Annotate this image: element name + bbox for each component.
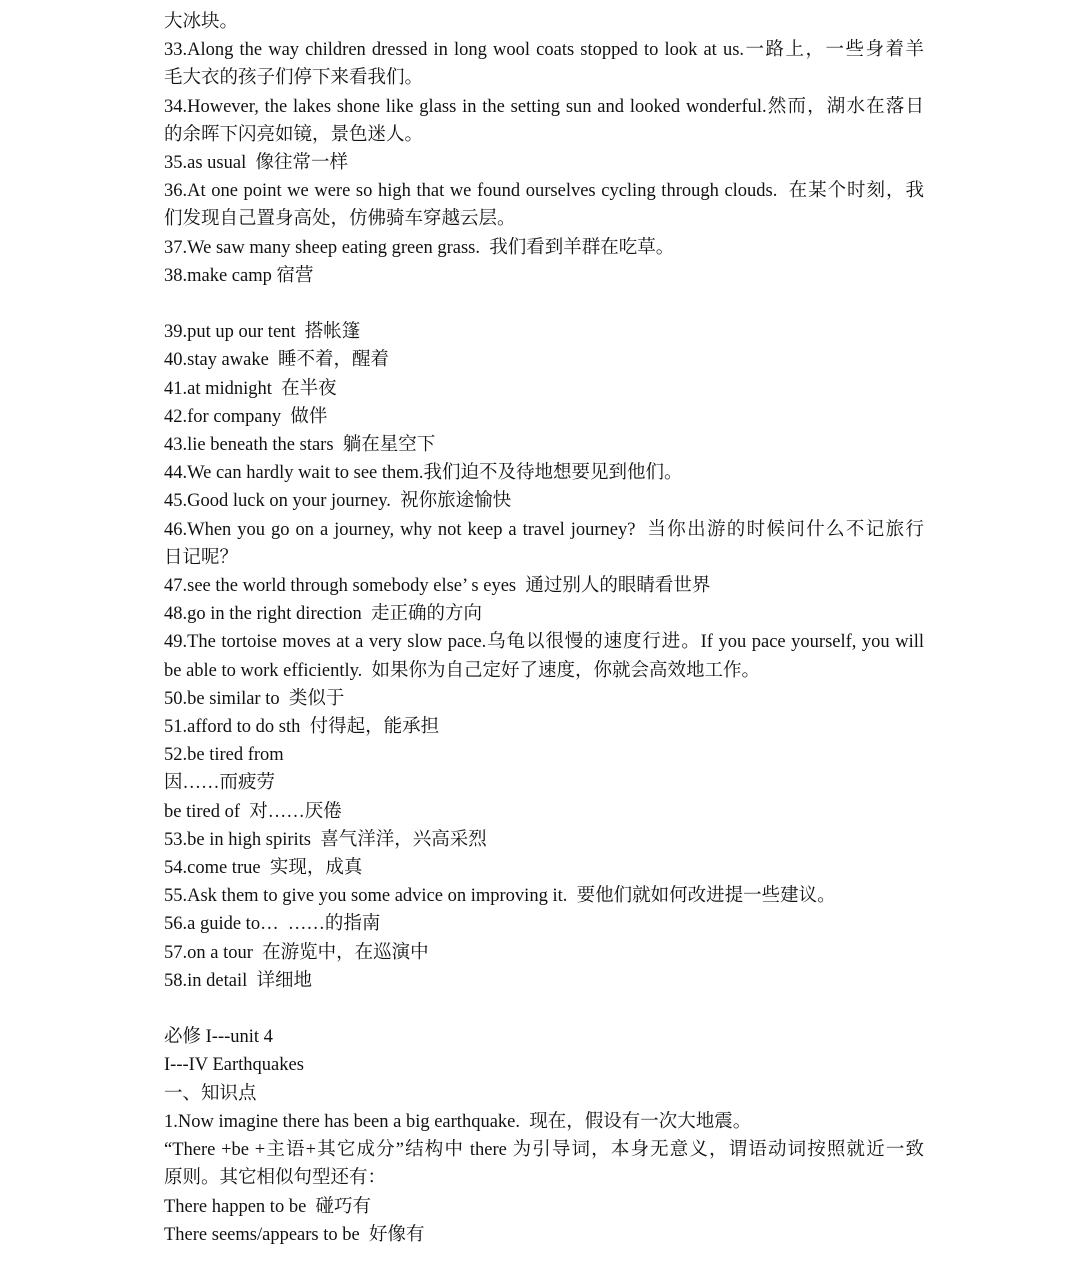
- text-line: 35.as usual 像往常一样: [164, 153, 348, 174]
- text-line: 50.be similar to 类似于: [164, 688, 345, 709]
- text-line: 56.a guide to… ……的指南: [164, 914, 381, 935]
- text-line: 37.We saw many sheep eating green grass. 我们看到羊群在吃草。: [164, 237, 675, 258]
- text-line: 44.We can hardly wait to see them.我们迫不及待地想要见到他们。: [164, 463, 683, 484]
- text-line: be able to work efficiently. 如果你为自己定好了速度，你就会高效地工作。: [164, 660, 761, 681]
- text-line: 41.at midnight 在半夜: [164, 378, 337, 399]
- text-line: 36.At one point we were so high that we found ourselves cycling through clouds. 在某个时刻，我: [164, 181, 924, 202]
- document-page: [164, 8, 924, 1249]
- text-line: 毛大衣的孩子们停下来看我们。: [164, 68, 424, 89]
- text-line: 46.When you go on a journey, why not keep a travel journey? 当你出游的时候问什么不记旅行: [164, 519, 924, 540]
- text-line: 们发现自己置身高处，仿佛骑车穿越云层。: [164, 209, 516, 230]
- text-line: 57.on a tour 在游览中，在巡演中: [164, 942, 429, 963]
- text-line: 日记呢？: [164, 547, 239, 568]
- text-line: 48.go in the right direction 走正确的方向: [164, 604, 483, 625]
- blank-line: [164, 290, 924, 318]
- text-line: 因……而疲劳: [164, 773, 276, 794]
- text-line: 43.lie beneath the stars 躺在星空下: [164, 435, 436, 456]
- text-line: 40.stay awake 睡不着，醒着: [164, 350, 390, 371]
- text-line: be tired of 对……厌倦: [164, 801, 342, 822]
- text-line: 45.Good luck on your journey. 祝你旅途愉快: [164, 491, 512, 512]
- text-line: 51.afford to do sth 付得起，能承担: [164, 717, 440, 738]
- text-line: 33.Along the way children dressed in long wool coats stopped to look at us.一路上，一些身着羊: [164, 40, 924, 61]
- section-heading: 必修 I---unit 4: [164, 1027, 273, 1048]
- text-line: 53.be in high spirits 喜气洋洋，兴高采烈: [164, 829, 487, 850]
- text-line: There happen to be 碰巧有: [164, 1196, 372, 1217]
- blank-line: [164, 995, 924, 1023]
- text-line: 34.However, the lakes shone like glass in the setting sun and looked wonderful.然而，湖水在落日: [164, 96, 924, 117]
- subsection-heading: 一、知识点: [164, 1083, 257, 1104]
- text-line: 的余晖下闪亮如镜，景色迷人。: [164, 124, 424, 145]
- text-line: 原则。其它相似句型还有：: [164, 1168, 387, 1189]
- text-line: 1.Now imagine there has been a big earthquake. 现在，假设有一次大地震。: [164, 1111, 752, 1132]
- text-line: “There +be +主语+其它成分”结构中 there 为引导词，本身无意义，谓语动词按照就近一致: [164, 1140, 924, 1161]
- text-line: 42.for company 做伴: [164, 406, 328, 427]
- text-line: 58.in detail 详细地: [164, 970, 312, 991]
- text-line: 大冰块。: [164, 12, 239, 32]
- text-line: 39.put up our tent 搭帐篷: [164, 322, 361, 343]
- text-line: 55.Ask them to give you some advice on improving it. 要他们就如何改进提一些建议。: [164, 886, 836, 907]
- text-line: 49.The tortoise moves at a very slow pace.乌龟以很慢的速度行进。If you pace yourself, you will: [164, 632, 924, 653]
- text-line: 38.make camp 宿营: [164, 265, 314, 286]
- text-line: 47.see the world through somebody else’ s eyes 通过别人的眼睛看世界: [164, 576, 711, 597]
- unit-title: I---IV Earthquakes: [164, 1055, 304, 1076]
- text-line: 54.come true 实现，成真: [164, 858, 363, 879]
- text-line: There seems/appears to be 好像有: [164, 1224, 425, 1245]
- text-line: 52.be tired from: [164, 745, 284, 766]
